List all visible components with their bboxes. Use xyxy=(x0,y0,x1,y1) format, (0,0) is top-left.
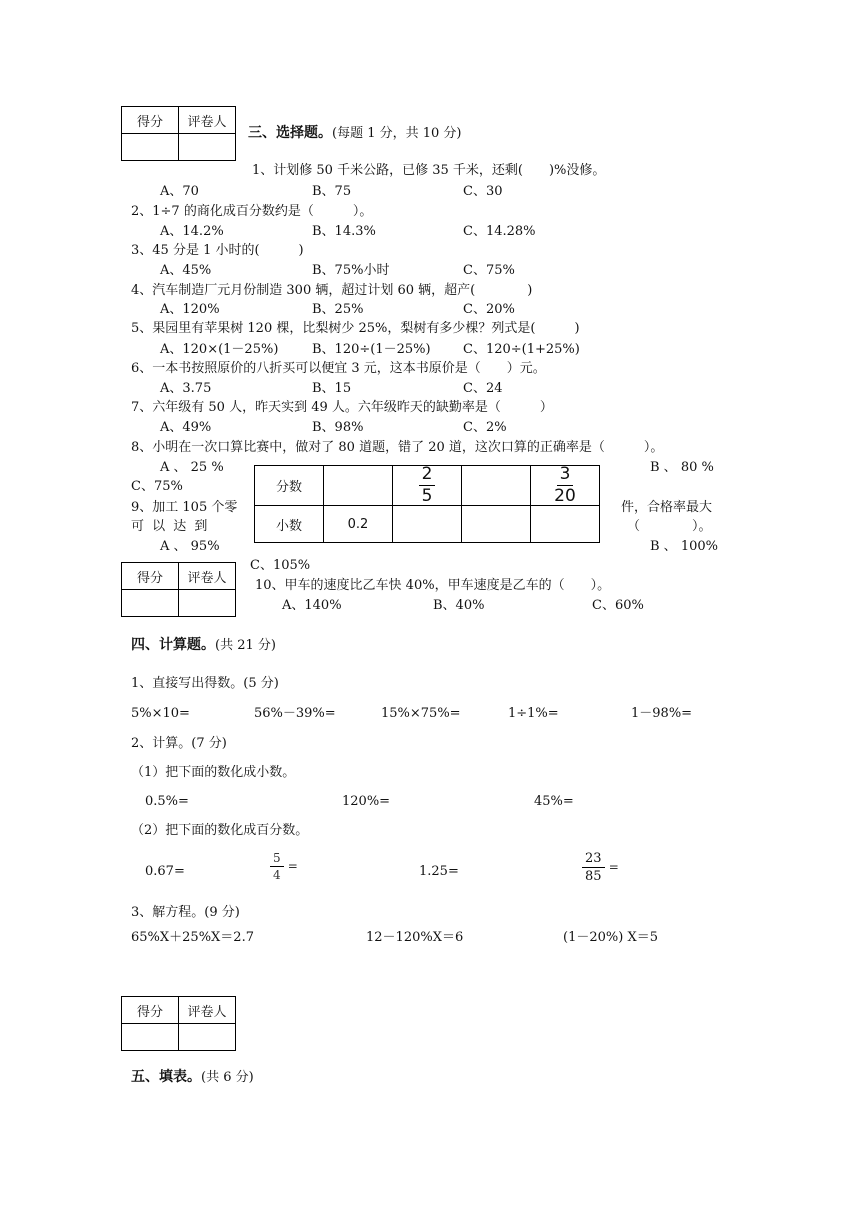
q5-option-b: B、120÷(1－25%) xyxy=(312,342,431,357)
q3-option-b: B、75%小时 xyxy=(312,263,390,278)
calc-expr-4: 1÷1%= xyxy=(508,706,559,721)
q1-option-b: B、75 xyxy=(312,184,352,199)
grader-cell[interactable] xyxy=(179,590,236,617)
q1-option-c: C、30 xyxy=(463,184,503,199)
percent-expr-2: $\frac{5}{4}$ = xyxy=(270,852,298,881)
q7-option-c: C、2% xyxy=(463,420,507,435)
score-box-3 xyxy=(121,996,236,1051)
grader-label: 评卷人 xyxy=(179,563,236,590)
question-1: 1、计划修 50 千米公路，已修 35 千米，还剩( )%没修。 xyxy=(252,163,606,178)
calc-expr-3: 15%×75%= xyxy=(381,706,461,721)
q8-option-b: B 、 80 % xyxy=(650,460,714,475)
q7-option-a: A、49% xyxy=(160,420,212,435)
section4-part2: 2、计算。(7 分) xyxy=(131,736,227,751)
q8-option-c: C、75% xyxy=(131,479,183,494)
question-4: 4、汽车制造厂元月份制造 300 辆，超过计划 60 辆，超产( ) xyxy=(131,283,533,298)
q8-option-a: A 、 25 % xyxy=(160,460,224,475)
score-label: 得分 xyxy=(122,997,179,1024)
grader-cell[interactable] xyxy=(179,1024,236,1051)
conv-row-label-fraction: 分数 xyxy=(255,466,324,506)
conv-cell[interactable] xyxy=(462,506,531,543)
q2-option-a: A、14.2% xyxy=(160,224,224,239)
fraction-2-5: $\frac{2}{5}$ xyxy=(419,466,436,505)
section4-note: (共 21 分) xyxy=(215,638,276,653)
q4-option-c: C、20% xyxy=(463,302,515,317)
score-label: 得分 xyxy=(122,107,179,134)
conv-decimal-value: 0.2 xyxy=(324,506,393,543)
fraction-23-85: $\frac{23}{85}$ xyxy=(582,852,605,883)
score-box-1 xyxy=(121,106,236,161)
calc-expr-1: 5%×10= xyxy=(131,706,190,721)
score-box-2 xyxy=(121,562,236,617)
score-cell[interactable] xyxy=(122,134,179,161)
q4-option-b: B、25% xyxy=(312,302,364,317)
q2-option-b: B、14.3% xyxy=(312,224,376,239)
conv-cell[interactable] xyxy=(324,466,393,506)
q6-option-b: B、15 xyxy=(312,381,352,396)
fraction-3-20: $\frac{3}{20}$ xyxy=(554,464,576,506)
question-3: 3、45 分是 1 小时的( ) xyxy=(131,243,304,258)
q5-option-a: A、120×(1－25%) xyxy=(160,342,279,357)
conversion-table xyxy=(254,465,600,543)
question-8: 8、小明在一次口算比赛中，做对了 80 道题，错了 20 道，这次口算的正确率是（ ）。 xyxy=(131,440,664,455)
calc-expr-5: 1－98%= xyxy=(631,706,693,721)
section3-title: 三、选择题。 xyxy=(248,125,332,141)
section5-heading xyxy=(131,1069,254,1086)
q10-option-b: B、40% xyxy=(433,598,485,613)
q10-option-a: A、140% xyxy=(282,598,342,613)
q6-option-a: A、3.75 xyxy=(160,381,212,396)
score-cell[interactable] xyxy=(122,590,179,617)
q3-option-a: A、45% xyxy=(160,263,212,278)
percent-expr-4: $\frac{23}{85}$ = xyxy=(582,852,619,883)
section4-title: 四、计算题。 xyxy=(131,637,215,653)
fraction-5-4: $\frac{5}{4}$ xyxy=(270,852,284,881)
question-10: 10、甲车的速度比乙车快 40%，甲车速度是乙车的（ ）。 xyxy=(255,578,611,593)
equation-2: 12－120%X＝6 xyxy=(366,930,464,945)
conv-row-label-decimal: 小数 xyxy=(255,506,324,543)
section4-heading xyxy=(131,637,276,654)
q1-option-a: A、70 xyxy=(160,184,199,199)
section3-note: (每题 1 分，共 10 分) xyxy=(332,126,462,141)
section4-part1: 1、直接写出得数。(5 分) xyxy=(131,676,279,691)
conv-cell[interactable] xyxy=(531,506,600,543)
question-6: 6、一本书按照原价的八折买可以便宜 3 元，这本书原价是（ ）元。 xyxy=(131,361,546,376)
question-9-right: 件，合格率最大 xyxy=(621,500,713,515)
q10-option-c: C、60% xyxy=(592,598,644,613)
conv-cell[interactable] xyxy=(462,466,531,506)
section4-part2b: （2）把下面的数化成百分数。 xyxy=(131,823,309,838)
question-7: 7、六年级有 50 人，昨天实到 49 人。六年级昨天的缺勤率是（ ） xyxy=(131,400,553,415)
equation-1: 65%X＋25%X＝2.7 xyxy=(131,930,254,945)
section4-part3: 3、解方程。(9 分) xyxy=(131,905,240,920)
decimal-expr-3: 45%= xyxy=(534,794,574,809)
decimal-expr-1: 0.5%= xyxy=(145,794,189,809)
grader-label: 评卷人 xyxy=(179,997,236,1024)
q4-option-a: A、120% xyxy=(160,302,220,317)
calc-expr-2: 56%－39%= xyxy=(254,706,336,721)
conv-cell[interactable] xyxy=(393,506,462,543)
question-9-left: 9、加工 105 个零 xyxy=(131,500,238,515)
section3-heading xyxy=(248,125,462,142)
q7-option-b: B、98% xyxy=(312,420,364,435)
q9-option-a: A 、 95% xyxy=(160,539,220,554)
percent-expr-1: 0.67= xyxy=(145,864,185,879)
section5-title: 五、填表。 xyxy=(131,1069,201,1085)
grader-label: 评卷人 xyxy=(179,107,236,134)
question-5: 5、果园里有苹果树 120 棵，比梨树少 25%，梨树有多少棵？列式是( ) xyxy=(131,321,580,336)
score-cell[interactable] xyxy=(122,1024,179,1051)
section5-note: (共 6 分) xyxy=(201,1070,254,1085)
conv-fraction-cell xyxy=(531,466,600,506)
q2-option-c: C、14.28% xyxy=(463,224,536,239)
question-9-left2: 可 以 达 到 xyxy=(131,519,210,534)
question-2: 2、1÷7 的商化成百分数约是（ ）。 xyxy=(131,204,373,219)
section4-part2a: （1）把下面的数化成小数。 xyxy=(131,765,296,780)
equation-3: (1－20%) X＝5 xyxy=(563,930,658,945)
q9-option-b: B 、 100% xyxy=(650,539,718,554)
grader-cell[interactable] xyxy=(179,134,236,161)
percent-expr-3: 1.25= xyxy=(419,864,459,879)
question-9-paren: （ ）。 xyxy=(627,519,712,534)
decimal-expr-2: 120%= xyxy=(342,794,391,809)
q5-option-c: C、120÷(1+25%) xyxy=(463,342,580,357)
conv-fraction-cell xyxy=(393,466,462,506)
score-label: 得分 xyxy=(122,563,179,590)
q3-option-c: C、75% xyxy=(463,263,515,278)
q9-option-c: C、105% xyxy=(250,558,311,573)
q6-option-c: C、24 xyxy=(463,381,503,396)
